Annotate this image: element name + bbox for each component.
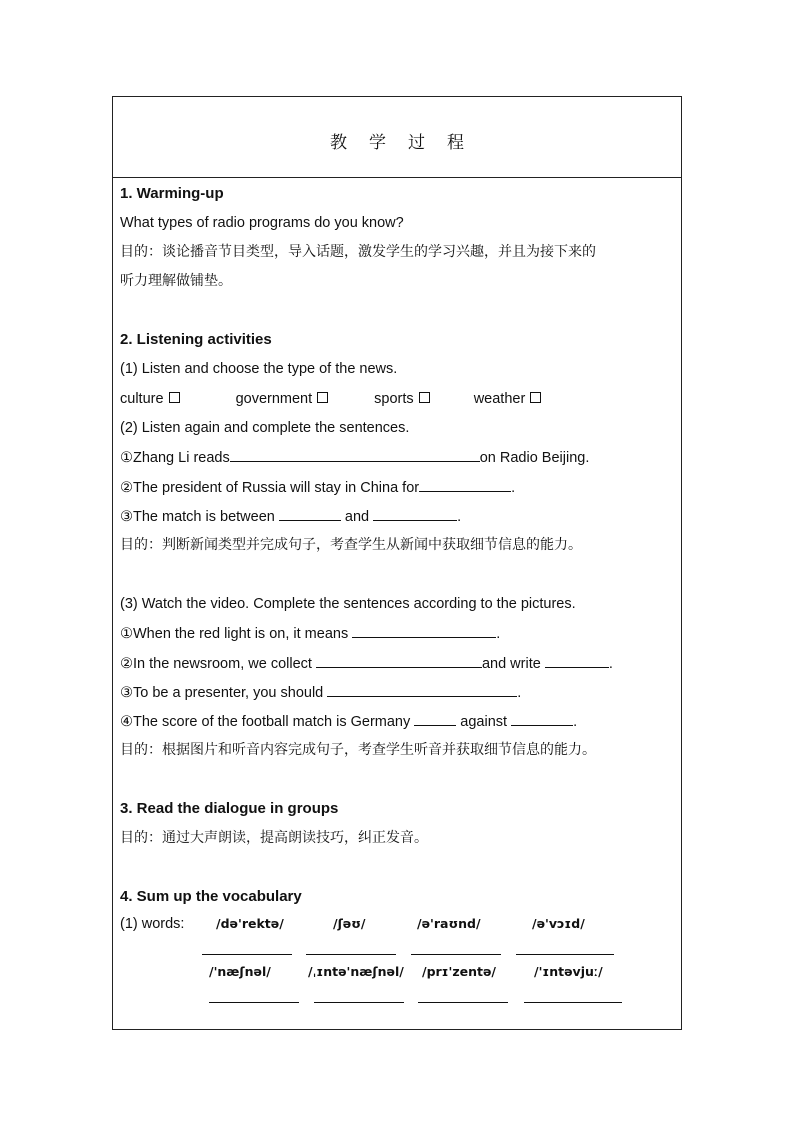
title-char: 学 (369, 133, 386, 153)
phonetic-word: /ˌɪntə'næʃnəl/ (308, 964, 404, 979)
option-government[interactable] (236, 389, 329, 409)
answer-blank[interactable] (279, 506, 341, 521)
video-sentence-2 (120, 653, 613, 674)
word-answer-line[interactable] (516, 954, 614, 955)
sentence-text: . (517, 685, 522, 701)
video-sentence-4 (120, 711, 577, 732)
sentence-text: and write (481, 656, 541, 672)
option-label: sports (374, 391, 414, 407)
sentence-text: . (573, 714, 578, 730)
video-sentence-3 (120, 682, 521, 703)
listening-purpose: 目的：判断新闻类型并完成句子，考查学生从新闻中获取细节信息的能力。 (120, 537, 582, 553)
page-title (113, 128, 681, 153)
warmup-question: What types of radio programs do you know? (120, 215, 404, 231)
answer-blank[interactable] (373, 506, 457, 521)
phonetic-word: /'ɪntəvjuː/ (534, 964, 603, 979)
word-answer-line[interactable] (314, 1002, 404, 1003)
word-answer-line[interactable] (411, 954, 501, 955)
sentence-text: . (608, 656, 613, 672)
answer-blank[interactable] (511, 711, 573, 726)
sentence-text: . (457, 509, 462, 525)
listening-task3: (3) Watch the video. Complete the sentences according to the pictures. (120, 596, 576, 612)
title-char: 教 (330, 133, 347, 153)
sentence-text: ③The match is between (120, 509, 275, 525)
answer-blank[interactable] (316, 653, 482, 668)
option-weather[interactable] (474, 389, 542, 409)
sentence-1 (120, 447, 589, 468)
answer-blank[interactable] (230, 447, 480, 462)
answer-blank[interactable] (414, 711, 456, 726)
sentence-text: on Radio Beijing. (479, 450, 590, 466)
word-answer-line[interactable] (306, 954, 396, 955)
option-sports[interactable] (374, 389, 430, 409)
vocab-heading: 4. Sum up the vocabulary (120, 888, 302, 905)
answer-blank[interactable] (352, 623, 496, 638)
reading-heading: 3. Read the dialogue in groups (120, 800, 339, 817)
word-answer-line[interactable] (209, 1002, 299, 1003)
video-sentence-1 (120, 623, 500, 644)
checkbox-icon[interactable] (419, 392, 430, 403)
option-culture[interactable] (120, 389, 180, 409)
answer-blank[interactable] (419, 477, 511, 492)
sentence-3 (120, 506, 461, 527)
title-char: 过 (408, 133, 425, 153)
sentence-text: ②The president of Russia will stay in China for (120, 480, 420, 496)
reading-purpose: 目的：通过大声朗读，提高朗读技巧，纠正发音。 (120, 830, 428, 846)
sentence-text: ①Zhang Li reads (120, 450, 230, 466)
sentence-text: ②In the newsroom, we collect (120, 656, 312, 672)
answer-blank[interactable] (327, 682, 517, 697)
word-answer-line[interactable] (418, 1002, 508, 1003)
phonetic-word: /prɪ'zentə/ (422, 964, 496, 979)
phonetic-word: /ə'raʊnd/ (417, 916, 481, 931)
phonetic-word: /də'rektə/ (216, 916, 284, 931)
sentence-text: and (344, 509, 370, 525)
checkbox-icon[interactable] (530, 392, 541, 403)
warmup-purpose-2: 听力理解做铺垫。 (120, 273, 232, 289)
listening-task2: (2) Listen again and complete the sentences. (120, 420, 410, 436)
title-char: 程 (447, 133, 464, 153)
phonetic-word: /ə'vɔɪd/ (532, 916, 585, 931)
sentence-text: . (511, 480, 516, 496)
warmup-purpose-1: 目的：谈论播音节目类型，导入话题，激发学生的学习兴趣，并且为接下来的 (120, 244, 596, 260)
sentence-text: ④The score of the football match is Germany (120, 714, 411, 730)
word-answer-line[interactable] (524, 1002, 622, 1003)
option-label: government (235, 391, 313, 407)
sentence-text: ③To be a presenter, you should (120, 685, 324, 701)
news-type-options (120, 389, 541, 409)
video-purpose: 目的：根据图片和听音内容完成句子，考查学生听音并获取细节信息的能力。 (120, 742, 596, 758)
sentence-text: against (460, 714, 508, 730)
checkbox-icon[interactable] (317, 392, 328, 403)
option-label: culture (120, 391, 164, 407)
lesson-table (112, 96, 682, 1030)
words-label: (1) words: (120, 916, 185, 932)
option-label: weather (473, 391, 526, 407)
sentence-2 (120, 477, 515, 498)
checkbox-icon[interactable] (169, 392, 180, 403)
phonetic-word: /ʃəʊ/ (333, 916, 366, 931)
sentence-text: . (496, 626, 501, 642)
sentence-text: ①When the red light is on, it means (120, 626, 349, 642)
answer-blank[interactable] (545, 653, 609, 668)
phonetic-word: /'næʃnəl/ (209, 964, 271, 979)
word-answer-line[interactable] (202, 954, 292, 955)
table-header (113, 97, 681, 178)
warmup-heading: 1. Warming-up (120, 185, 224, 202)
listening-heading: 2. Listening activities (120, 331, 272, 348)
listening-task1: (1) Listen and choose the type of the news. (120, 361, 398, 377)
